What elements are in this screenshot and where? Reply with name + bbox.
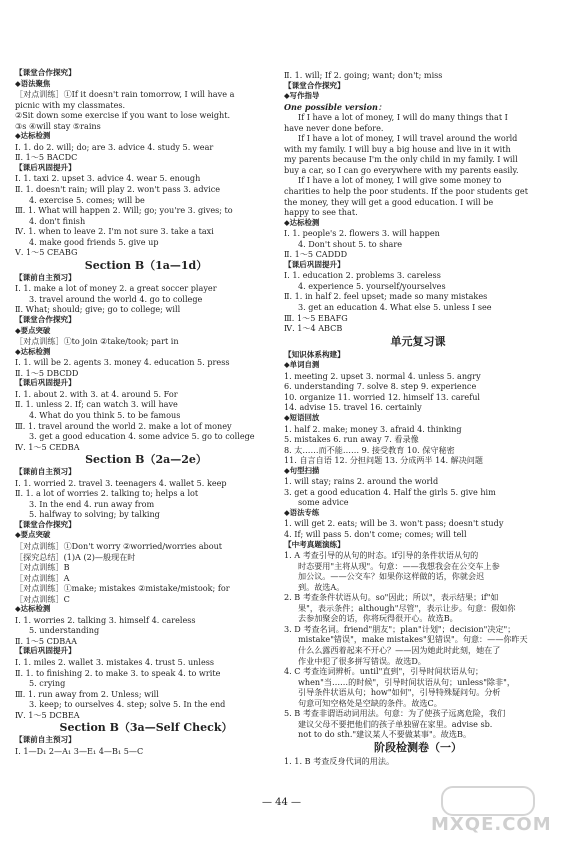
answer-line: 4. experience 5. yourself/yourselves — [298, 280, 446, 291]
answer-line: Ⅰ. 1. people's 2. flowers 3. will happen — [284, 228, 440, 239]
answer-line: Ⅱ. 1～5 BACDC — [15, 152, 78, 163]
answer-line: my parents because I'm the only child in my family. I will — [284, 154, 518, 165]
answer-line: Ⅲ. 1. run away from 2. Unless; will — [15, 688, 159, 699]
answer-line: Ⅰ. 1. worries 2. talking 3. himself 4. careless — [15, 614, 196, 625]
answer-line: 1. will get 2. eats; will be 3. won't pass; doesn't study — [284, 518, 504, 529]
section-heading: 【知识体系构建】 — [284, 349, 345, 359]
section-heading: ◆写作指导 — [284, 91, 320, 101]
answer-line: when"当……的时候"，引导时间状语从句；unless"除非"， — [298, 676, 515, 687]
answer-line: 5. understanding — [29, 625, 100, 636]
watermark-badge-icon — [441, 786, 535, 816]
answer-line: Ⅰ. 1—D₁ 2—A₁ 3—E₁ 4—B₁ 5—C — [15, 745, 144, 756]
answer-line: ［对点训练］①If it doesn't rain tomorrow, I will have a — [15, 89, 235, 100]
page-number: — 44 — — [261, 797, 302, 808]
answer-line: 1. will stay; rains 2. around the world — [284, 476, 439, 487]
answer-line: 时态要用"主将从现"。句意：——我想我会在公交车上参 — [298, 560, 500, 571]
section-heading: Section B（3a—Self Check） — [59, 721, 233, 735]
answer-line: 4. exercise 5. comes; will be — [29, 194, 145, 205]
section-heading: ◆要点突破 — [15, 530, 51, 540]
section-heading: 【课前自主预习】 — [15, 467, 76, 477]
answer-line: ［对点训练］B — [15, 562, 70, 573]
section-heading: 阶段检测卷（一） — [374, 740, 462, 754]
answer-line: Ⅲ. 1. What will happen 2. Will; go; you're 3. gives; to — [15, 205, 233, 216]
answer-line: One possible version： — [284, 101, 386, 112]
answer-line: some advice — [298, 497, 349, 508]
section-heading: ◆短语回放 — [284, 412, 320, 422]
answer-line: ［对点训练］A — [15, 572, 70, 583]
answer-line: 果"，表示条件；although"尽管"，表示让步。句意：假如你 — [298, 602, 516, 613]
section-heading: 【课后巩固提升】 — [15, 378, 76, 388]
section-heading: 【课后巩固提升】 — [15, 162, 76, 172]
answer-line: Ⅳ. 1～5 DCBEA — [15, 709, 80, 720]
answer-line: Ⅱ. 1～5 CDBAA — [15, 635, 77, 646]
section-heading: Section B（2a—2e） — [85, 453, 207, 467]
answer-line: 3. get a good education 4. some advice 5. go to college — [29, 431, 255, 442]
answer-line: 11. 自言自语 12. 分担问题 13. 分成两半 14. 解决问题 — [284, 455, 483, 466]
section-heading: 【课前自主预习】 — [15, 272, 76, 282]
answer-line: 建议父母不要把他们的孩子单独留在家里。advise sb. — [298, 718, 493, 729]
answer-line: Ⅱ. 1. unless 2. If; can watch 3. will have — [15, 399, 178, 410]
answer-line: 1. half 2. make; money 3. afraid 4. thinking — [284, 423, 462, 434]
answer-line: Ⅰ. 1. education 2. problems 3. careless — [284, 270, 441, 281]
section-heading: 【课堂合作探究】 — [15, 315, 76, 325]
answer-line: have never done before. — [284, 122, 384, 133]
answer-line: If I have a lot of money, I will give some money to — [298, 175, 502, 186]
answer-line: Ⅰ. 1. do 2. will; do; are 3. advice 4. study 5. wear — [15, 141, 214, 152]
answer-line: Ⅱ. What; should; give; go to college; will — [15, 304, 181, 315]
section-heading: ◆句型扫描 — [284, 465, 320, 475]
answer-line: ③s ④will stay ⑤rains — [15, 120, 101, 131]
section-heading: ◆语法专练 — [284, 507, 320, 517]
answer-line: Ⅱ. 1. in half 2. feel upset; made so many mistakes — [284, 291, 488, 302]
section-heading: 【课堂合作探究】 — [15, 519, 76, 529]
answer-line: Ⅰ. 1. make a lot of money 2. a great soccer player — [15, 283, 217, 294]
answer-line: 引导条件状语从句；how"如何"，引导特殊疑问句。分析 — [298, 687, 501, 698]
answer-line: 3. get a good education 4. Half the girls 5. give him — [284, 486, 496, 497]
section-heading: ◆语法聚焦 — [15, 78, 51, 88]
answer-line: buy a car, so I can go everywhere with my parents easily. — [284, 164, 519, 175]
answer-line: 4. C 考查连词辨析。until"直到"，引导时间状语从句； — [284, 666, 484, 677]
answer-line: happy to see that. — [284, 207, 358, 218]
answer-line: Ⅱ. 1. will; If 2. going; want; don't; miss — [284, 70, 443, 80]
answer-line: 句意可知空格处是空缺的条件。故选C。 — [298, 697, 442, 708]
answer-line: Ⅱ. 1～5 CADDD — [284, 249, 348, 260]
section-heading: 【课前自主预习】 — [15, 735, 76, 745]
answer-line: ②Sit down some exercise if you want to lose weight. — [15, 110, 231, 121]
answer-line: 作业中犯了很多拼写错误。故选D。 — [298, 655, 426, 666]
answer-line: Ⅰ. 1. worried 2. travel 3. teenagers 4. wallet 5. keep — [15, 477, 227, 488]
answer-line: Ⅳ. 1～4 ABCB — [284, 323, 343, 334]
section-heading: 单元复习课 — [390, 334, 446, 348]
answer-line: Ⅳ. 1～5 CEDBA — [15, 441, 80, 452]
answer-line: 5. mistakes 6. run away 7. 看录像 — [284, 434, 419, 445]
answer-line: 2. B 考查条件状语从句。so"因此；所以"，表示结果；if"如 — [284, 592, 499, 603]
answer-line: Ⅱ. 1. a lot of worries 2. talking to; helps a lot — [15, 488, 199, 499]
answer-line: 3. get an education 4. What else 5. unless I see — [298, 302, 492, 313]
answer-line: ［对点训练］C — [15, 593, 70, 604]
answer-line: 5. halfway to solving; by talking — [29, 509, 160, 520]
answer-line: ［探究总结］(1)A (2)—般现在时 — [15, 551, 136, 562]
answer-line: Ⅱ. 1. to finishing 2. to make 3. to speak 4. to write — [15, 667, 221, 678]
left-column — [15, 68, 277, 756]
answer-line: the money, they will get a good education. I will be — [284, 196, 494, 207]
answer-line: 4. make good friends 5. give up — [29, 236, 159, 247]
answer-line: mistake"错误"，make mistakes"犯错误"。句意：——你昨天 — [298, 634, 528, 645]
answer-line: ［对点训练］①make; mistakes ②mistake/mistook; for — [15, 583, 230, 594]
answer-line: 4. If; will pass 5. don't come; comes; will tell — [284, 528, 467, 539]
section-heading: 【课后巩固提升】 — [284, 259, 345, 269]
answer-line: not to do sth."建议某人不要做某事"。故选B。 — [298, 729, 472, 740]
answer-line: 3. D 考查名词。friend"朋友"；plan"计划"；decision"决定"； — [284, 623, 516, 634]
answer-line: 3. travel around the world 4. go to college — [29, 293, 203, 304]
answer-line: 6. understanding 7. solve 8. step 9. experience — [284, 381, 477, 392]
answer-line: 4. Don't shout 5. to share — [298, 238, 403, 249]
watermark-logo — [423, 786, 552, 840]
answer-line: 1. 1. B 考查反身代词的用法。 — [284, 755, 395, 766]
answer-line: Ⅰ. 1. taxi 2. upset 3. advice 4. wear 5. enough — [15, 173, 201, 184]
answer-line: 10. organize 11. worried 12. himself 13. careful — [284, 391, 481, 402]
section-heading: 【课后巩固提升】 — [15, 646, 76, 656]
section-heading: 【中考真题演练】 — [284, 539, 345, 549]
section-heading: ◆单词自测 — [284, 360, 320, 370]
answer-line: Ⅱ. 1～5 DBCDD — [15, 367, 79, 378]
answer-line: If I have a lot of money, I will do many things that I — [298, 112, 508, 123]
answer-line: Ⅴ. 1～5 CEABG — [15, 247, 78, 258]
section-heading: Section B（1a—1d） — [84, 258, 208, 272]
answer-line: ［对点训练］①Don't worry ②worried/worries about — [15, 540, 223, 551]
answer-line: 什么么露西着起来不开心？——因为她此时此刻，她在了 — [298, 644, 501, 655]
answer-line: charities to help the poor students. If the poor students get — [284, 186, 528, 197]
answer-line: picnic with my classmates. — [15, 99, 126, 110]
answer-line: 去参加聚会的话，你将玩得很开心。故选B。 — [298, 613, 458, 624]
answer-line: 1. meeting 2. upset 3. normal 4. unless 5. angry — [284, 370, 481, 381]
answer-line: ［对点训练］①to join ②take/took; part in — [15, 336, 179, 347]
answer-line: with my family. I will buy a big house and live in it with — [284, 143, 511, 154]
section-heading: ◆要点突破 — [15, 325, 51, 335]
section-heading: ◆达标检测 — [15, 131, 51, 141]
answer-line: Ⅳ. 1. when to leave 2. I'm not sure 3. take a taxi — [15, 226, 214, 237]
answer-line: 3. In the end 4. run away from — [29, 498, 155, 509]
answer-line: 加公议。——公交车？如果你这样做的话，你就会迟 — [298, 571, 485, 582]
right-column — [284, 70, 552, 766]
answer-line: 8. 太……而不能…… 9. 接受教育 10. 保守秘密 — [284, 444, 455, 455]
section-heading: 【课堂合作探究】 — [284, 80, 345, 90]
answer-line: 3. keep; to ourselves 4. step; solve 5. In the end — [29, 699, 226, 710]
section-heading: ◆达标检测 — [15, 604, 51, 614]
answer-line: 4. What do you think 5. to be famous — [29, 409, 181, 420]
section-heading: 【课堂合作探究】 — [15, 68, 76, 77]
answer-line: 5. crying — [29, 678, 66, 689]
watermark-text: MXQE.COM — [431, 814, 552, 835]
answer-line: 1. A 考查引导的从句的时态。if引导的条件状语从句的 — [284, 550, 479, 561]
answer-line: Ⅱ. 1. doesn't rain; will play 2. won't pass 3. advice — [15, 184, 221, 195]
section-heading: ◆达标检测 — [15, 346, 51, 356]
answer-line: 14. advise 15. travel 16. certainly — [284, 402, 422, 413]
answer-line: Ⅲ. 1～5 EBAFG — [284, 312, 348, 323]
answer-line: Ⅰ. 1. will be 2. agents 3. money 4. education 5. press — [15, 357, 230, 368]
answer-line: Ⅲ. 1. travel around the world 2. make a lot of money — [15, 420, 232, 431]
answer-line: Ⅰ. 1. miles 2. wallet 3. mistakes 4. trust 5. unless — [15, 656, 215, 667]
answer-line: 到。故选A。 — [298, 581, 345, 592]
answer-line: If I have a lot of money, I will travel around the world — [298, 133, 518, 144]
answer-line: 5. B 考查非谓语动词用法。句意：为了使孩子远离危险，我们 — [284, 708, 506, 719]
answer-line: Ⅰ. 1. about 2. with 3. at 4. around 5. For — [15, 388, 178, 399]
answer-line: 4. don't finish — [29, 215, 86, 226]
section-heading: ◆达标检测 — [284, 217, 320, 227]
